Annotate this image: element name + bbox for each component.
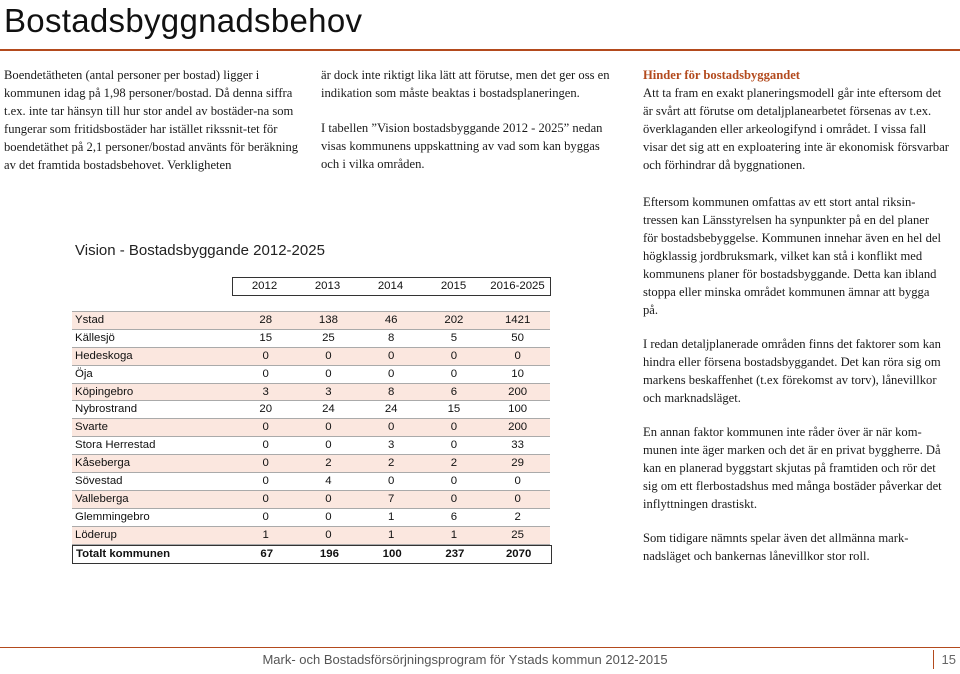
table-cell: 6: [450, 510, 458, 523]
table-row: [72, 473, 550, 491]
table-cell: 202: [444, 314, 464, 326]
row-label: Löderup: [75, 528, 117, 541]
column-header: 2015: [440, 280, 467, 292]
table-cell: 0: [514, 475, 521, 488]
table-cell: 0: [262, 457, 269, 470]
title-divider: [0, 49, 960, 51]
table-cell: 2: [514, 510, 521, 523]
table-cell: 0: [450, 349, 458, 362]
table-row: [72, 366, 550, 384]
table-row: [72, 348, 550, 366]
table-cell: 196: [319, 548, 339, 560]
column-header: 2016-2025: [490, 280, 545, 292]
table-row: [72, 527, 550, 545]
table-cell: 0: [325, 349, 332, 362]
table-cell: 100: [508, 403, 528, 416]
table-cell: 0: [325, 510, 332, 523]
table-cell: 0: [450, 492, 458, 505]
table-body: [72, 311, 550, 545]
row-label: Köpingebro: [75, 385, 134, 398]
table-row: [72, 455, 550, 473]
table-cell: 24: [384, 403, 398, 416]
text-column-1: [4, 66, 299, 174]
table-cell: 0: [325, 421, 332, 434]
table-cell: 0: [387, 475, 395, 488]
table-cell: 1: [450, 528, 458, 541]
row-label: Ystad: [75, 314, 105, 326]
table-header: [232, 277, 551, 296]
table-row: [72, 401, 550, 419]
total-row: [73, 546, 551, 563]
table-cell: 0: [514, 492, 521, 505]
text-column-2: [321, 66, 621, 173]
table-cell: 3: [387, 439, 395, 452]
paragraph: är dock inte riktigt lika lätt att förutse, men det ger oss en indikation som måste beaktas i bostadsplaneringen.: [321, 68, 610, 100]
table-cell: 5: [450, 331, 458, 344]
table-cell: 0: [325, 367, 332, 380]
table-total: [72, 545, 552, 564]
row-label: Sövestad: [75, 475, 123, 488]
table-cell: 100: [382, 548, 402, 560]
table-cell: 3: [262, 385, 269, 398]
paragraph: I tabellen ”Vision bostadsbyggande 2012 - 2025” nedan visas kommunens uppskattning av vad som kan byggas och i vilka områden.: [321, 121, 603, 171]
table-cell: 0: [262, 510, 269, 523]
table-cell: 33: [511, 439, 524, 452]
table-cell: 200: [508, 421, 528, 434]
table-cell: 25: [511, 528, 524, 541]
table-cell: 24: [322, 403, 335, 416]
row-label: Öja: [75, 367, 93, 380]
table-cell: 1: [387, 528, 395, 541]
page-title: Bostadsbyggnadsbehov: [4, 2, 363, 39]
row-label: Svarte: [75, 421, 108, 434]
table-row: [72, 491, 550, 509]
table-row: [72, 419, 550, 437]
table-cell: 28: [259, 314, 273, 326]
paragraph: Boendetätheten (antal personer per bostad) ligger i kommunen idag på 1,98 personer/bostad. Då denna siffra t.ex. inte tar hänsyn till hur stor andel av bostäder-na som fungerar som fritidsbostäder har istället rikssnit-tet för boendetäthet på 2,1 personer/bostad använts för beräkning av det framtida bostadsbehovet. Verkligheten: [4, 68, 299, 172]
section-heading: Hinder för bostadsbyggandet: [643, 68, 800, 82]
table-cell: 0: [514, 349, 521, 362]
table-row: [72, 509, 550, 527]
table-cell: 67: [260, 548, 274, 560]
table-cell: 4: [325, 475, 332, 488]
table-row: [72, 330, 550, 348]
table-cell: 200: [508, 385, 528, 398]
table-cell: 29: [511, 457, 524, 470]
table-cell: 15: [259, 331, 273, 344]
table-cell: 3: [325, 385, 332, 398]
table-cell: 1: [262, 528, 269, 541]
column-header: 2012: [251, 280, 278, 292]
table-cell: 237: [445, 548, 465, 560]
column-header: 2014: [377, 280, 404, 292]
table-title: Vision - Bostadsbyggande 2012-2025: [75, 242, 325, 259]
row-label: Kåseberga: [75, 457, 131, 470]
footer-text: Mark- och Bostadsförsörjningsprogram för Ystads kommun 2012-2015: [262, 652, 668, 667]
table-cell: 8: [387, 385, 395, 398]
table-cell: 1: [387, 510, 395, 523]
table-cell: 0: [387, 421, 395, 434]
table-cell: 1421: [504, 314, 531, 326]
table-cell: 15: [447, 403, 461, 416]
row-label: Nybrostrand: [75, 403, 138, 416]
table-row: [72, 311, 550, 330]
table-cell: 7: [387, 492, 395, 505]
table-cell: 0: [262, 492, 269, 505]
total-label: Totalt kommunen: [76, 548, 171, 560]
table-cell: 0: [325, 528, 332, 541]
table-cell: 0: [325, 439, 332, 452]
table-cell: 2: [450, 457, 458, 470]
text-column-3: [643, 66, 951, 174]
table-cell: 0: [450, 421, 458, 434]
table-cell: 2: [387, 457, 395, 470]
table-cell: 46: [384, 314, 398, 326]
table-cell: 0: [387, 349, 395, 362]
footer-separator: [933, 650, 934, 669]
table-cell: 138: [318, 314, 338, 326]
paragraph: Att ta fram en exakt planeringsmodell går inte eftersom det är svårt att förutse om detaljplanearbetet försenas av t.ex. överklaganden eller arkeologifynd i området. I vissa fall visar det sig att en exploatering inte är ekonomisk försvarbar och förhindrar då byggnationen.: [643, 86, 950, 172]
column-header: 2013: [314, 280, 341, 292]
paragraph: I redan detaljplanerade områden finns det faktorer som kan hindra eller försena bostadsbyggandet. Det kan röra sig om markens beskaffenhet (t.ex förekomst av torv), lånevillkor och marknadsläget.: [643, 337, 941, 405]
table-cell: 2070: [505, 548, 532, 560]
page-number: 15: [941, 652, 956, 667]
table-cell: 0: [450, 367, 458, 380]
footer-divider: [0, 647, 960, 648]
table-cell: 10: [511, 367, 524, 380]
paragraph: En annan faktor kommunen inte råder över är när kom-munen inte äger marken och det är en privat byggherre. Då kan en planerad byggstart skjutas på framtiden och rör det sig om ett flerbostadshus med många bostäder påverkar det inflyttningen drastiskt.: [643, 425, 942, 511]
row-label: Stora Herrestad: [75, 439, 156, 452]
table-cell: 25: [322, 331, 335, 344]
table-cell: 0: [450, 439, 458, 452]
table-cell: 0: [262, 367, 269, 380]
table-row: [72, 437, 550, 455]
table-cell: 6: [450, 385, 458, 398]
text-column-4: [643, 193, 943, 581]
table-cell: 0: [325, 492, 332, 505]
table-cell: 0: [262, 421, 269, 434]
row-label: Källesjö: [75, 331, 115, 344]
table-cell: 0: [262, 475, 269, 488]
table-cell: 50: [511, 331, 524, 344]
table-cell: 20: [259, 403, 273, 416]
table-row: [72, 384, 550, 402]
row-label: Hedeskoga: [75, 349, 133, 362]
table-cell: 0: [262, 349, 269, 362]
table-cell: 8: [387, 331, 395, 344]
paragraph: Som tidigare nämnts spelar även det allmänna mark-nadsläget och bankernas lånevillkor stor roll.: [643, 531, 909, 563]
table-cell: 2: [325, 457, 332, 470]
row-label: Glemmingebro: [75, 510, 150, 523]
paragraph: Eftersom kommunen omfattas av ett stort antal riksin-tressen kan Länsstyrelsen ha synpunkter på en del planer för bostadsbebyggelse. Kommunen innehar även en hel del högklassig jordbruksmark, vilket kan stå i konflikt med kommunens planer för bostadsbyggande. Detta kan ibland stoppa eller minska området kommunen ämnar att bygga på.: [643, 195, 941, 317]
table-cell: 0: [387, 367, 395, 380]
table-cell: 0: [450, 475, 458, 488]
table-cell: 0: [262, 439, 269, 452]
row-label: Valleberga: [75, 492, 129, 505]
